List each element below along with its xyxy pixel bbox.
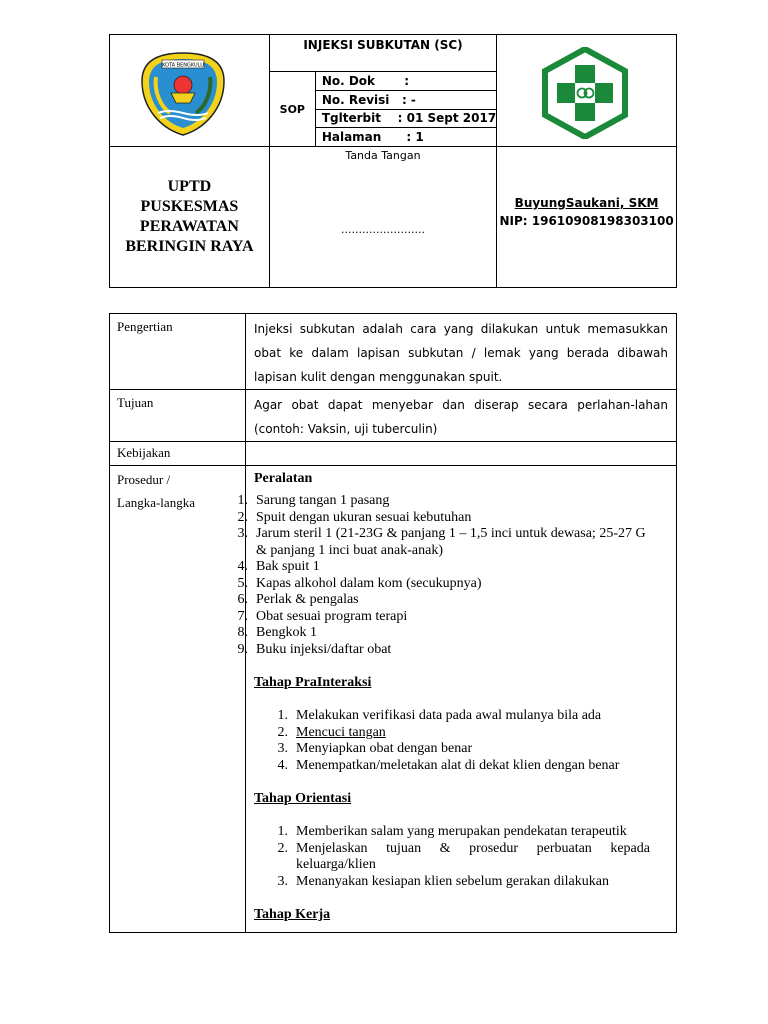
- sop-header-table: [109, 34, 677, 288]
- puskesmas-logo-cell: [497, 35, 677, 147]
- pengertian-cell: [246, 314, 677, 390]
- list-item: 2. Spuit dengan ukuran sesuai kebutuhan: [237, 509, 472, 525]
- tujuan-label: Tujuan: [110, 390, 246, 442]
- list-item: 3. Jarum steril 1 (21-23G & panjang 1 – 1,5 inci untuk dewasa; 25-27 G & panjang 1 inci buat anak-anak): [237, 526, 646, 558]
- signer-nip: NIP: 19610908198303100: [499, 214, 674, 228]
- signature-cell: [269, 147, 496, 288]
- signature-label: Tanda Tangan: [345, 149, 421, 162]
- tujuan-text: Agar obat dapat menyebar dan diserap secara perlahan-lahan (contoh: Vaksin, uji tuberculin): [254, 398, 668, 436]
- list-item: 8. Bengkok 1: [237, 625, 318, 640]
- list-item: 1. Melakukan verifikasi data pada awal mulanya bila ada: [277, 708, 602, 723]
- kerja-heading: Tahap Kerja: [254, 907, 331, 922]
- signature-line: ........................: [341, 223, 425, 236]
- regional-emblem-icon: [138, 51, 228, 137]
- list-item: 2. Mencuci tangan: [277, 724, 386, 740]
- tujuan-cell: [246, 390, 677, 442]
- signer-cell: [497, 147, 677, 288]
- sop-title-cell: [269, 35, 496, 147]
- puskesmas-logo-icon: [539, 47, 631, 139]
- document-info: [316, 72, 496, 146]
- svg-text:KOTA BENGKULU: KOTA BENGKULU: [162, 62, 204, 69]
- list-item: 9. Buku injeksi/daftar obat: [237, 641, 392, 657]
- pengertian-text: Injeksi subkutan adalah cara yang dilakukan untuk memasukkan obat ke dalam lapisan subkutan / lemak yang berada dibawah lapisan kulit dengan menggunakan spuit.: [254, 322, 668, 384]
- list-item: 1. Memberikan salam yang merupakan pendekatan terapeutik: [277, 824, 627, 839]
- orientasi-list: [266, 824, 658, 890]
- revision-row: No. Revisi : -: [316, 91, 496, 110]
- list-item: 5. Kapas alkohol dalam kom (secukupnya): [237, 575, 482, 591]
- kebijakan-label: Kebijakan: [110, 442, 246, 466]
- doc-number-row: No. Dok :: [316, 72, 496, 91]
- list-item: 4. Menempatkan/meletakan alat di dekat klien dengan benar: [277, 757, 620, 773]
- langkah-label: Langka-langka: [117, 495, 195, 510]
- list-item: 2. Menjelaskan tujuan & prosedur perbuatan kepada keluarga/klien: [277, 840, 650, 872]
- prosedur-label: Prosedur /: [117, 472, 171, 487]
- list-item: 7. Obat sesuai program terapi: [237, 608, 408, 624]
- organization-name: UPTD PUSKESMAS PERAWATAN BERINGIN RAYA: [125, 178, 254, 255]
- list-item: 3. Menanyakan kesiapan klien sebelum gerakan dilakukan: [277, 873, 609, 889]
- peralatan-list: [226, 493, 658, 658]
- regional-emblem-cell: [110, 35, 270, 147]
- list-item: 6. Perlak & pengalas: [237, 592, 359, 607]
- list-item: 3. Menyiapkan obat dengan benar: [277, 741, 473, 756]
- pengertian-label: Pengertian: [110, 314, 246, 390]
- prosedur-cell: [237, 466, 677, 933]
- prainteraksi-heading: Tahap PraInteraksi: [254, 675, 372, 690]
- sop-label: SOP: [270, 72, 316, 146]
- page-row: Halaman : 1: [321, 130, 424, 145]
- organization-cell: [110, 147, 270, 288]
- prainteraksi-list: [266, 708, 658, 774]
- sop-title: INJEKSI SUBKUTAN (SC): [303, 38, 463, 52]
- issue-date-row: Tglterbit : 01 Sept 2017: [316, 110, 496, 129]
- list-item: 4. Bak spuit 1: [237, 559, 320, 574]
- peralatan-heading: Peralatan: [254, 471, 313, 486]
- kebijakan-cell: [246, 442, 677, 466]
- sop-content-table: [109, 313, 677, 933]
- signer-name: BuyungSaukani, SKM: [514, 196, 659, 210]
- orientasi-heading: Tahap Orientasi: [254, 791, 352, 806]
- list-item: 1. Sarung tangan 1 pasang: [237, 493, 390, 508]
